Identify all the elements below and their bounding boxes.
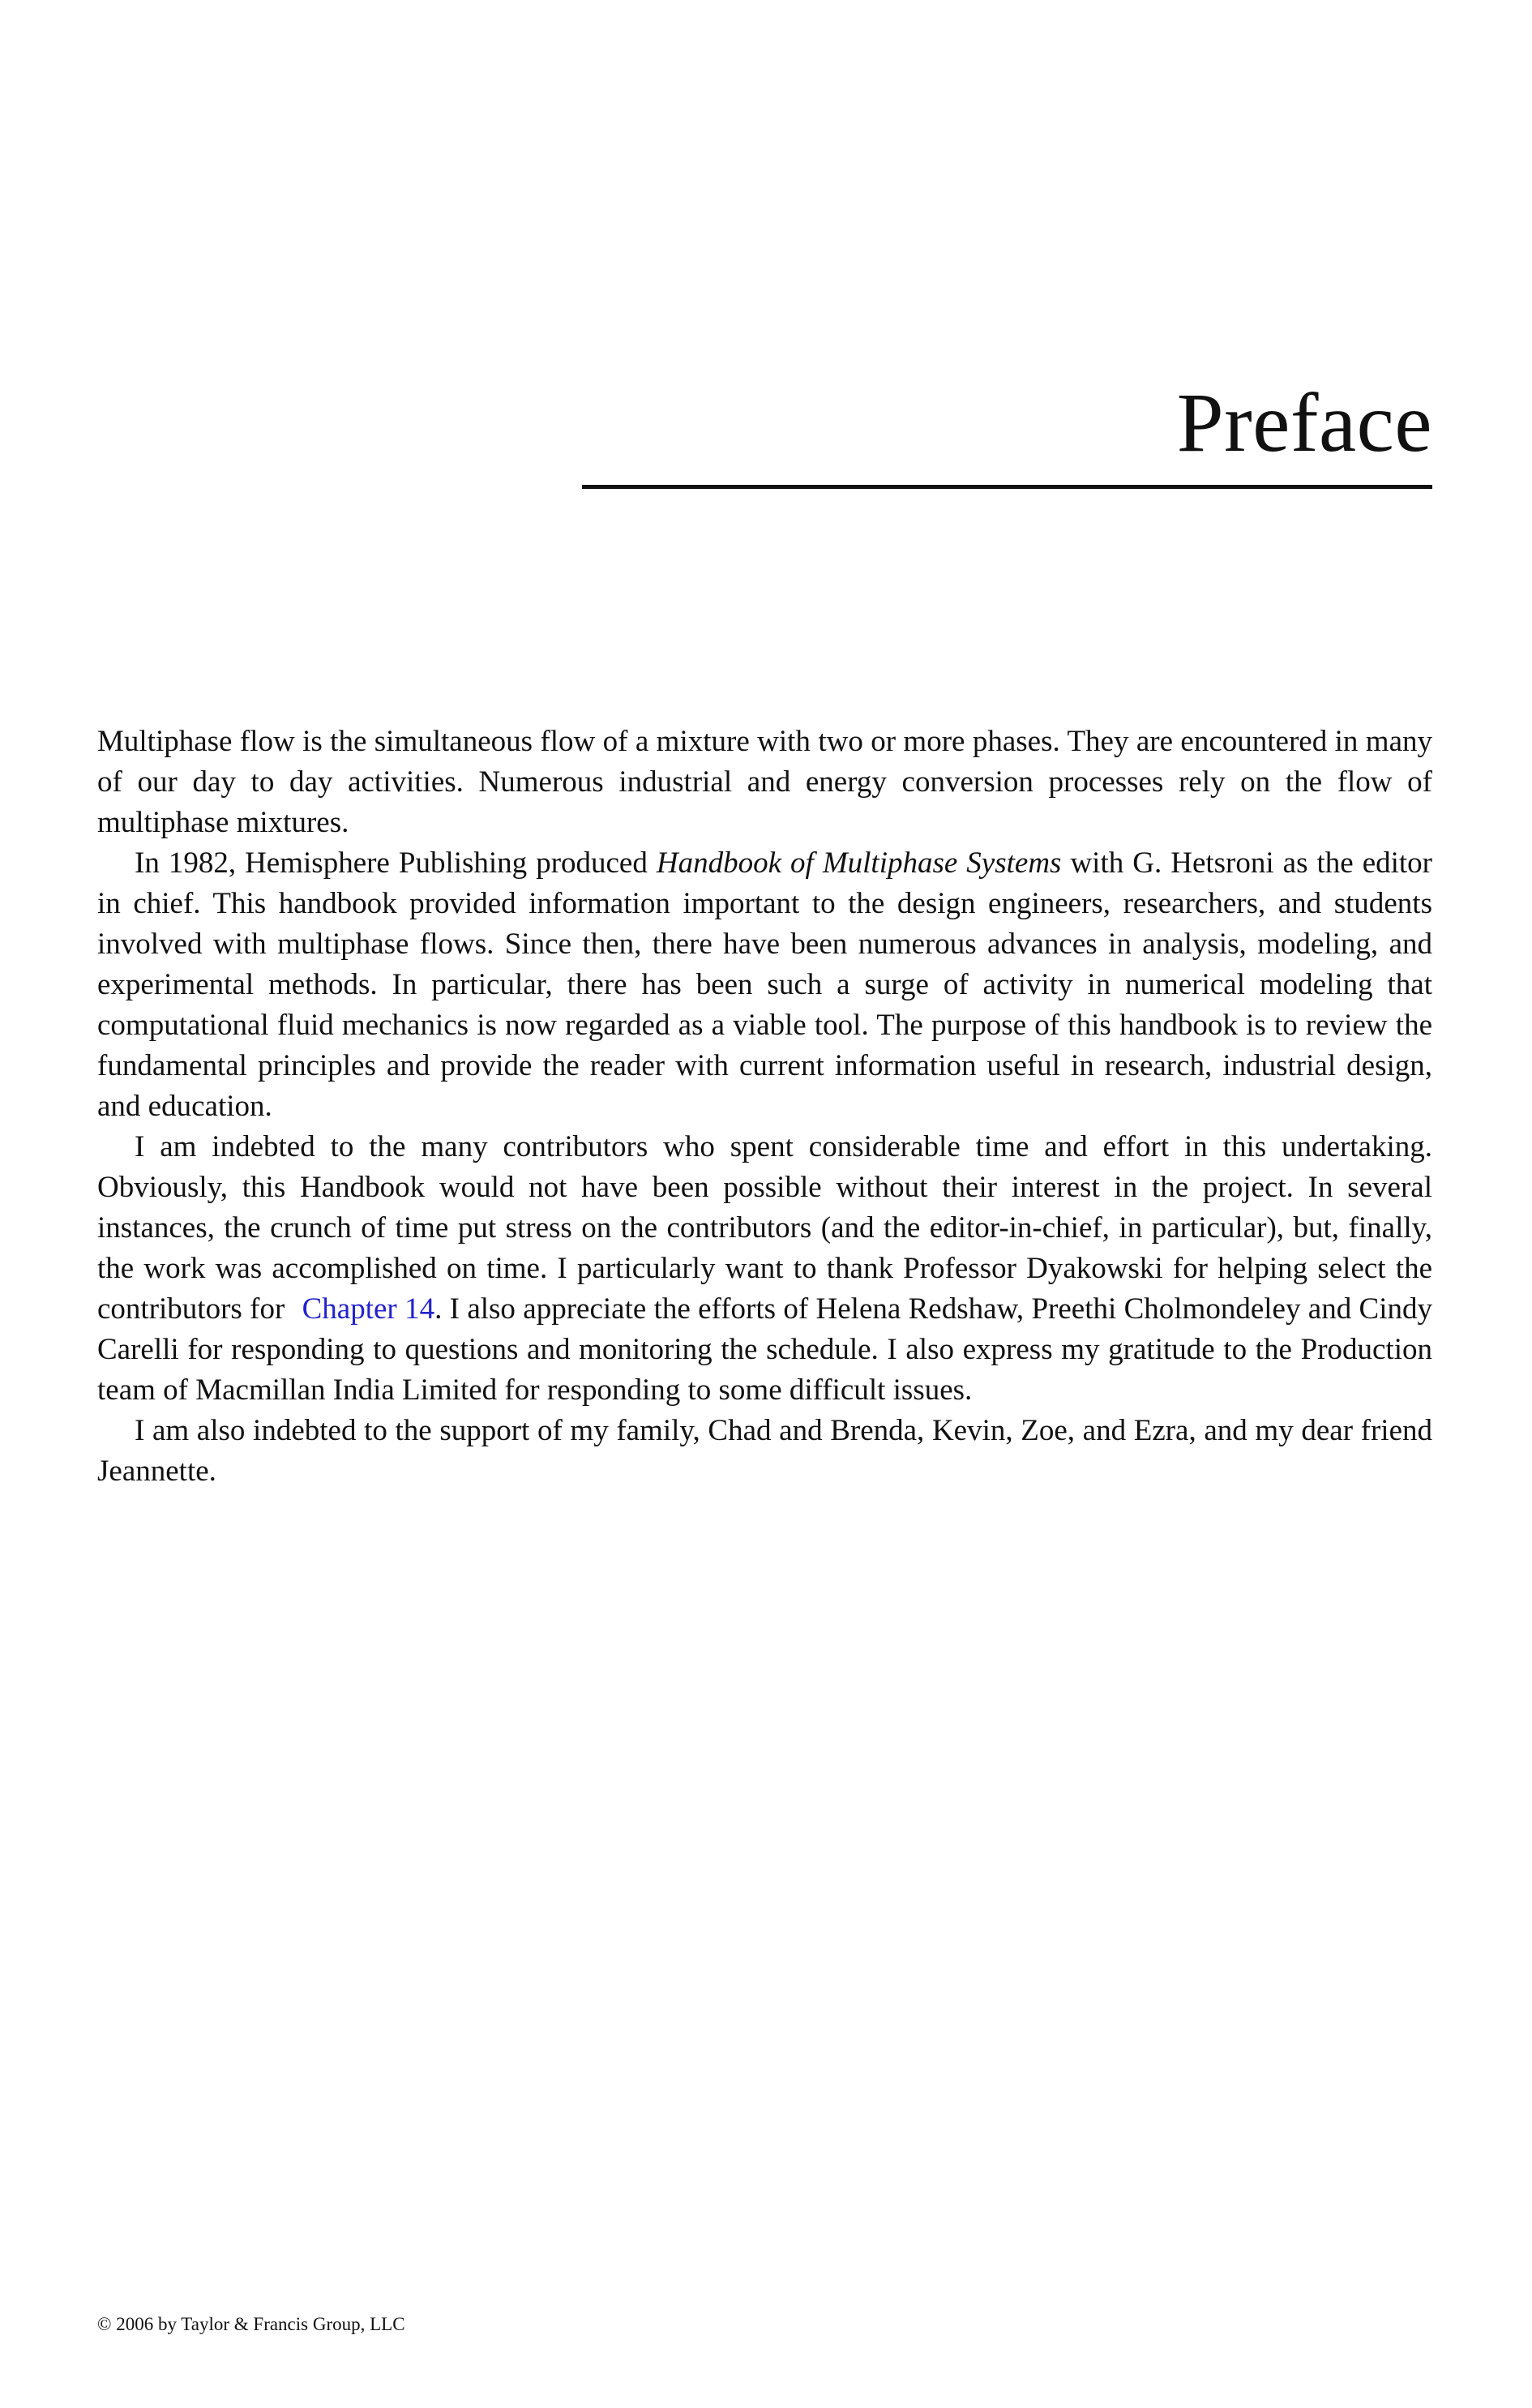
paragraph-acknowledgments-rest: . I also appreciate the efforts of Helena Redshaw, Preethi Cholmondeley and Cindy Carelli for responding to questions and monitoring the schedule. I also express my gratitude to the Production team of Macmillan India Limited for responding to some difficult issues.: [97, 1292, 1433, 1407]
paragraph-acknowledgments: [97, 1127, 1432, 1411]
preface-body: [97, 722, 1432, 1492]
copyright-footer: © 2006 by Taylor & Francis Group, LLC: [97, 2314, 405, 2334]
title-rule: [582, 485, 1432, 489]
chapter-14-link[interactable]: Chapter 14: [302, 1292, 435, 1326]
paragraph-family: I am also indebted to the support of my family, Chad and Brenda, Kevin, Zoe, and Ezra, and my dear friend Jeannette.: [97, 1414, 1432, 1488]
paragraph-acknowledgments-start: I am indebted to the many contributors who spent considerable time and effort in this undertaking. Obviously, this Handbook would not have been possible without their interest in the project. In several instances, the crunch of time put stress on the contributors (and the editor-in-chief, in particular), but, finally, the work was accomplished on time. I particularly want to thank Professor Dyakowski for helping select the contributors for: [97, 1130, 1432, 1326]
book-title: Handbook of Multiphase Systems: [656, 846, 1062, 880]
paragraph-intro: Multiphase flow is the simultaneous flow of a mixture with two or more phases. They are encountered in many of our day to day activities. Numerous industrial and energy conversion processes rely on the flow of multiphase mixtures.: [97, 725, 1432, 839]
paragraph-history: [97, 843, 1432, 1127]
paragraph-history-start: In 1982, Hemisphere Publishing produced: [135, 846, 657, 880]
paragraph-history-rest: with G. Hetsroni as the editor in chief. This handbook provided information important to the design engineers, researchers, and students involved with multiphase flows. Since then, there have been numerous advances in analysis, modeling, and experimental methods. In particular, there has been such a surge of activity in numerical modeling that computational fluid mechanics is now regarded as a viable tool. The purpose of this handbook is to review the fundamental principles and provide the reader with current information useful in research, industrial design, and education.: [97, 846, 1433, 1123]
page-title: Preface: [1176, 376, 1432, 469]
